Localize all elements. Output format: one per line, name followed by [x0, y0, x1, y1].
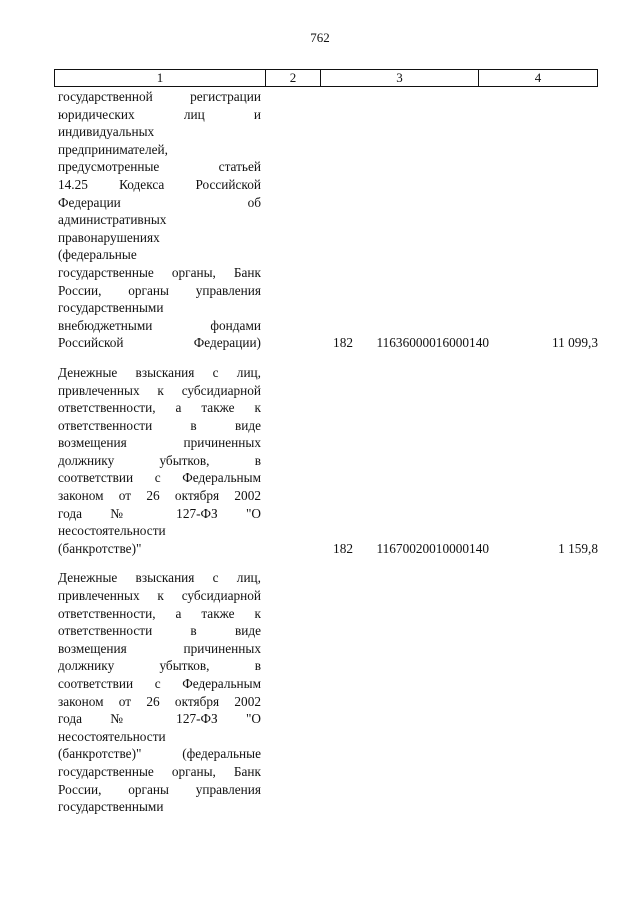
description-line: ответственности в виде — [58, 417, 261, 433]
column-header-3: 3 — [321, 70, 479, 87]
description-line: ответственности, а также к — [58, 605, 261, 621]
description-line: Федерации об — [58, 194, 261, 210]
column-header-2: 2 — [266, 70, 321, 87]
column-header-row — [55, 70, 598, 87]
description-line: должнику убытков, в — [58, 658, 261, 674]
description-line: (федеральные — [58, 247, 137, 263]
description-line: России, органы управления — [58, 781, 261, 797]
row-kbk-code: 11636000016000140 — [376, 335, 489, 351]
description-line: Российской Федерации) — [58, 335, 261, 351]
row-description — [58, 569, 261, 815]
row-kbk-code: 11670020010000140 — [376, 540, 489, 556]
page-number: 762 — [310, 30, 330, 45]
description-line: административных — [58, 212, 167, 228]
description-line: 14.25 Кодекса Российской — [58, 176, 261, 192]
description-line: государственными — [58, 300, 164, 316]
description-line: государственные органы, Банк — [58, 264, 261, 280]
row-admin-code: 182 — [333, 540, 353, 556]
column-header-table — [54, 69, 598, 87]
table-row — [58, 569, 598, 815]
description-line: несостоятельности — [58, 523, 166, 539]
description-line: государственной регистрации — [58, 89, 261, 104]
description-line: внебюджетными фондами — [58, 317, 261, 333]
description-line: несостоятельности — [58, 728, 166, 744]
description-line: Денежные взыскания с лиц, — [58, 364, 261, 380]
row-description — [58, 364, 261, 558]
description-line: ответственности в виде — [58, 623, 261, 639]
description-line: возмещения причиненных — [58, 640, 261, 656]
row-description — [58, 88, 261, 352]
description-line: индивидуальных — [58, 124, 155, 140]
row-amount: 1 159,8 — [558, 540, 598, 556]
description-line: (банкротстве)" (федеральные — [58, 746, 261, 762]
description-line: соответствии с Федеральным — [58, 470, 261, 486]
row-admin-code: 182 — [333, 335, 353, 351]
description-line: предпринимателей, — [58, 141, 168, 157]
description-line: года № 127-ФЗ "О — [58, 711, 261, 727]
description-line: государственные органы, Банк — [58, 763, 261, 779]
table-row — [58, 364, 598, 558]
description-line: привлеченных к субсидиарной — [58, 588, 261, 604]
table-row — [58, 88, 598, 352]
description-line: привлеченных к субсидиарной — [58, 382, 261, 398]
description-line: ответственности, а также к — [58, 400, 261, 416]
description-line: должнику убытков, в — [58, 452, 261, 468]
table-body — [58, 88, 598, 816]
description-line: юридических лиц и — [58, 106, 261, 122]
description-line: предусмотренные статьей — [58, 159, 261, 175]
description-line: возмещения причиненных — [58, 435, 261, 451]
description-line: России, органы управления — [58, 282, 261, 298]
row-amount: 11 099,3 — [551, 335, 598, 351]
description-line: года № 127-ФЗ "О — [58, 505, 261, 521]
description-line: государственными — [58, 799, 164, 815]
description-line: законом от 26 октября 2002 — [58, 693, 261, 709]
description-line: правонарушениях — [58, 229, 160, 245]
description-line: (банкротстве)" — [58, 540, 142, 556]
description-line: законом от 26 октября 2002 — [58, 488, 261, 504]
column-header-4: 4 — [479, 70, 598, 87]
description-line: Денежные взыскания с лиц, — [58, 570, 261, 586]
column-header-1: 1 — [55, 70, 266, 87]
description-line: соответствии с Федеральным — [58, 676, 261, 691]
